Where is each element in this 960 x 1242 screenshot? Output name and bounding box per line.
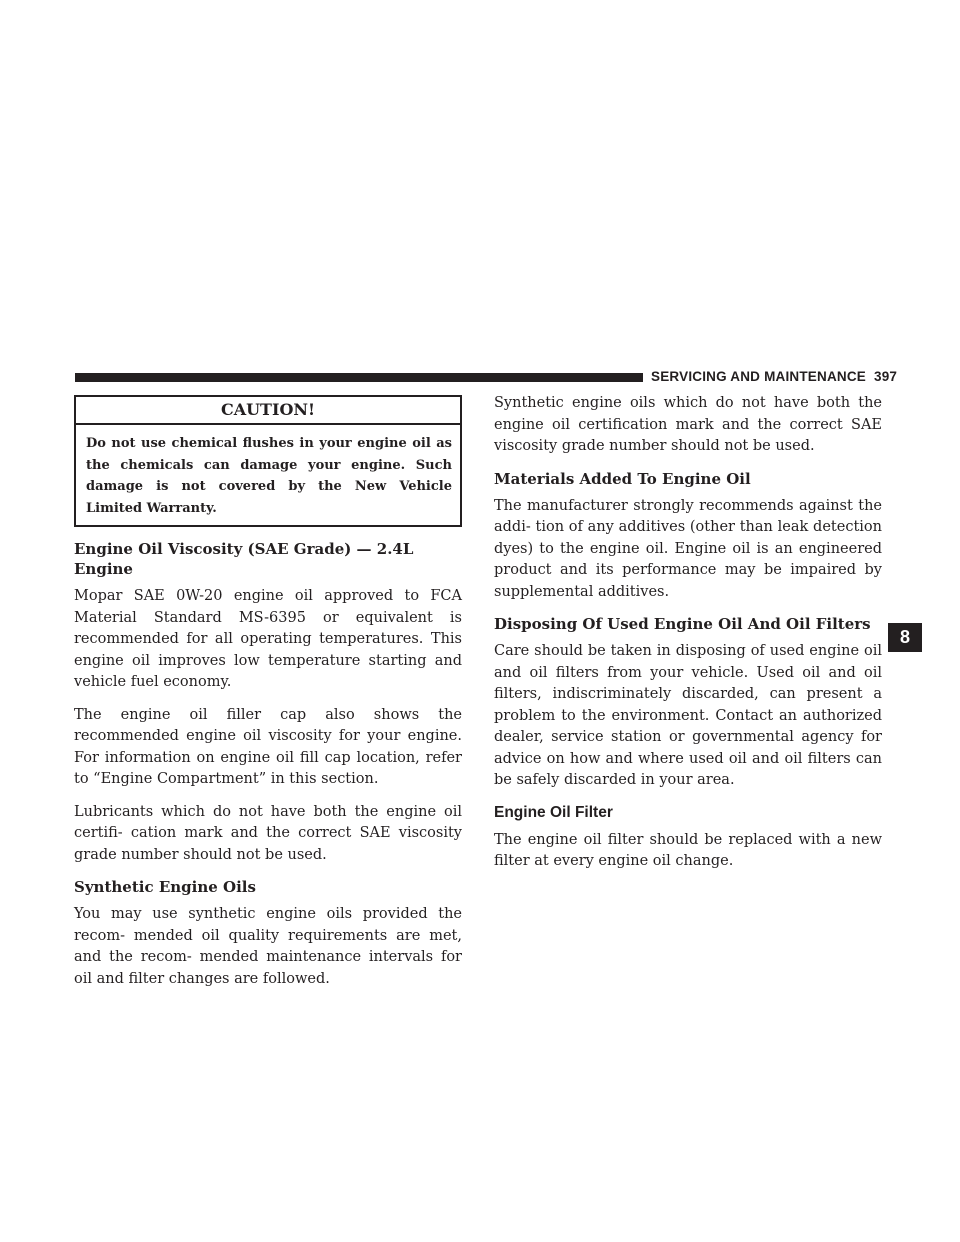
- viscosity-paragraph-2: The engine oil filler cap also shows the recommended engine oil viscosity for your engine. For information on engine oil fill cap location, refer to “Engine Compartment” in this section.: [74, 706, 462, 787]
- synthetic-paragraph-2: Synthetic engine oils which do not have both the engine oil certification mark and the correct SAE viscosity grade number should not be used.: [494, 395, 882, 454]
- header-rule: [75, 373, 643, 382]
- disposing-heading: Disposing Of Used Engine Oil And Oil Filters: [494, 615, 871, 633]
- caution-box: [74, 395, 462, 527]
- additives-heading: Materials Added To Engine Oil: [494, 469, 751, 488]
- running-header: [651, 369, 897, 384]
- viscosity-paragraph-1: Mopar SAE 0W-20 engine oil approved to FCA Material Standard MS-6395 or equivalent is recommended for all operating temperatures. This engine oil improves low temperature starting and vehicle fuel economy.: [74, 588, 462, 690]
- synthetic-heading: Synthetic Engine Oils: [74, 878, 256, 896]
- disposing-paragraph: Care should be taken in disposing of used engine oil and oil filters from your vehicle. Used oil and oil filters, indiscriminately discarded, can present a problem to the environment. Contact an authorized dealer, service station or governmental agency for advice on how and where used oil and oil filters can be safely discarded in your area.: [494, 643, 882, 788]
- caution-title: CAUTION!: [76, 397, 460, 425]
- viscosity-paragraph-3: Lubricants which do not have both the engine oil certifi- cation mark and the correct SAE viscosity grade number should not be used.: [74, 803, 462, 863]
- oil-filter-heading: Engine Oil Filter: [494, 803, 613, 821]
- left-column: [74, 395, 462, 1001]
- chapter-tab: 8: [888, 623, 922, 652]
- caution-body: Do not use chemical flushes in your engine oil as the chemicals can damage your engine. Such damage is not covered by the New Vehicle Limited Warranty.: [86, 436, 452, 516]
- oil-filter-paragraph: The engine oil filter should be replaced with a new filter at every engine oil change.: [494, 831, 882, 869]
- synthetic-paragraph-1: You may use synthetic engine oils provided the recom- mended oil quality requirements are met, and the recom- mended maintenance intervals for oil and filter changes are followed.: [74, 906, 462, 987]
- viscosity-heading: Engine Oil Viscosity (SAE Grade) — 2.4L Engine: [74, 540, 414, 578]
- section-title: SERVICING AND MAINTENANCE: [651, 369, 867, 384]
- right-column: [494, 395, 882, 884]
- page-number: 397: [874, 369, 898, 384]
- additives-paragraph: The manufacturer strongly recommends against the addi- tion of any additives (other than leak detection dyes) to the engine oil. Engine oil is an engineered product and its performance may be impaired by supplemental additives.: [494, 497, 882, 600]
